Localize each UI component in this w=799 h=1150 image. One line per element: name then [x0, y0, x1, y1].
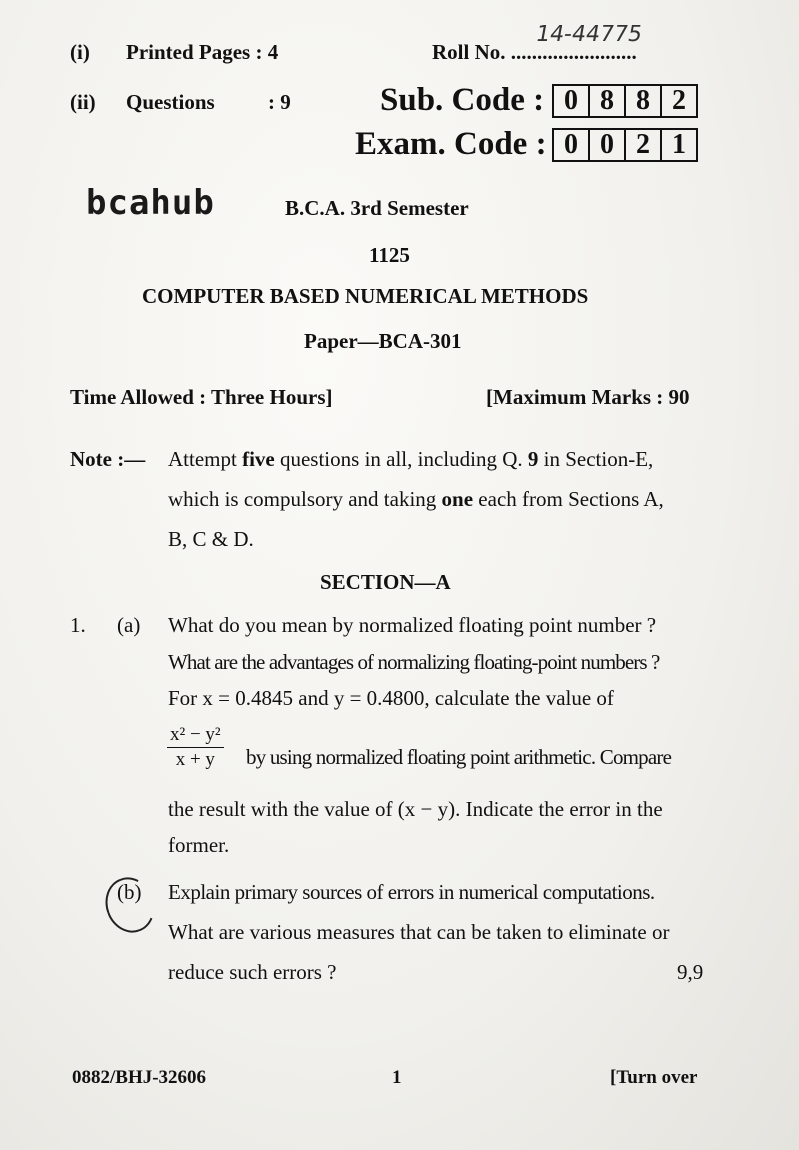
sub-code-digit: 0	[554, 86, 590, 116]
exam-code-label: Exam. Code :	[355, 126, 547, 162]
question-part-a-label: (a)	[117, 613, 141, 637]
roll-number-handwritten: 14-44775	[533, 22, 645, 47]
note-text: each from Sections A,	[473, 487, 664, 511]
question-1a-line-5: the result with the value of (x − y). Indicate the error in the	[168, 797, 663, 821]
section-a-heading: SECTION—A	[320, 570, 451, 594]
note-text: Attempt	[168, 447, 243, 471]
questions-number: (ii)	[70, 90, 96, 114]
question-1a-line-6: former.	[168, 833, 230, 857]
sub-code-boxes	[552, 84, 698, 118]
subject-title: COMPUTER BASED NUMERICAL METHODS	[142, 284, 589, 308]
note-emphasis: 9	[527, 447, 539, 471]
footer-paper-code: 0882/BHJ-32606	[72, 1067, 207, 1088]
sub-code-digit: 2	[672, 85, 686, 116]
footer-turn-over: [Turn over	[610, 1067, 698, 1088]
question-1-marks: 9,9	[677, 960, 704, 984]
question-number: 1.	[70, 613, 86, 637]
exam-code-digit: 1	[672, 129, 686, 160]
footer-page-number: 1	[392, 1067, 402, 1088]
paper-code: Paper—BCA-301	[304, 329, 462, 353]
bcahub-watermark-logo: bcahub	[86, 183, 215, 223]
note-label: Note :—	[70, 447, 146, 471]
question-part-b-label: (b)	[117, 880, 142, 904]
sub-code-label: Sub. Code :	[380, 82, 545, 118]
note-text: which is compulsory and taking	[168, 487, 442, 511]
roll-number-label: Roll No. ........................	[432, 40, 637, 64]
exam-code-digit: 0	[554, 130, 590, 160]
note-line-3: B, C & D.	[168, 527, 254, 551]
note-emphasis: five	[242, 447, 275, 471]
exam-code-digit: 0	[590, 130, 626, 160]
note-text: in Section-E,	[538, 447, 654, 471]
fraction-denominator: x + y	[175, 749, 215, 770]
sub-code-digit: 8	[590, 86, 626, 116]
question-1a-line-3: For x = 0.4845 and y = 0.4800, calculate the value of	[168, 686, 614, 710]
course-name: B.C.A. 3rd Semester	[285, 196, 469, 220]
printed-pages-number: (i)	[70, 40, 90, 64]
note-line-1	[168, 447, 653, 472]
exam-code-digit: 2	[626, 130, 662, 160]
question-1a-line-1: What do you mean by normalized floating point number ?	[168, 613, 657, 637]
question-1b-line-3: reduce such errors ?	[168, 960, 337, 984]
question-1a-line-2: What are the advantages of normalizing floating-point numbers ?	[168, 650, 660, 674]
note-line-2	[168, 487, 664, 512]
note-emphasis: one	[441, 487, 474, 511]
question-1b-line-2: What are various measures that can be taken to eliminate or	[168, 920, 670, 944]
time-allowed: Time Allowed : Three Hours]	[70, 385, 333, 409]
maximum-marks: [Maximum Marks : 90	[486, 385, 690, 409]
questions-label: Questions	[126, 90, 215, 114]
exam-code-boxes	[552, 128, 698, 162]
printed-pages-label: Printed Pages : 4	[126, 40, 279, 64]
questions-value: : 9	[268, 90, 291, 114]
note-text: questions in all, including Q.	[274, 447, 528, 471]
fraction-numerator: x² − y²	[167, 724, 224, 748]
fraction-expression	[167, 724, 224, 771]
question-1a-line-4: by using normalized floating point arithmetic. Compare	[246, 745, 672, 769]
sub-code-digit: 8	[626, 86, 662, 116]
question-1b-line-1: Explain primary sources of errors in numerical computations.	[168, 880, 655, 904]
paper-number: 1125	[369, 243, 410, 267]
